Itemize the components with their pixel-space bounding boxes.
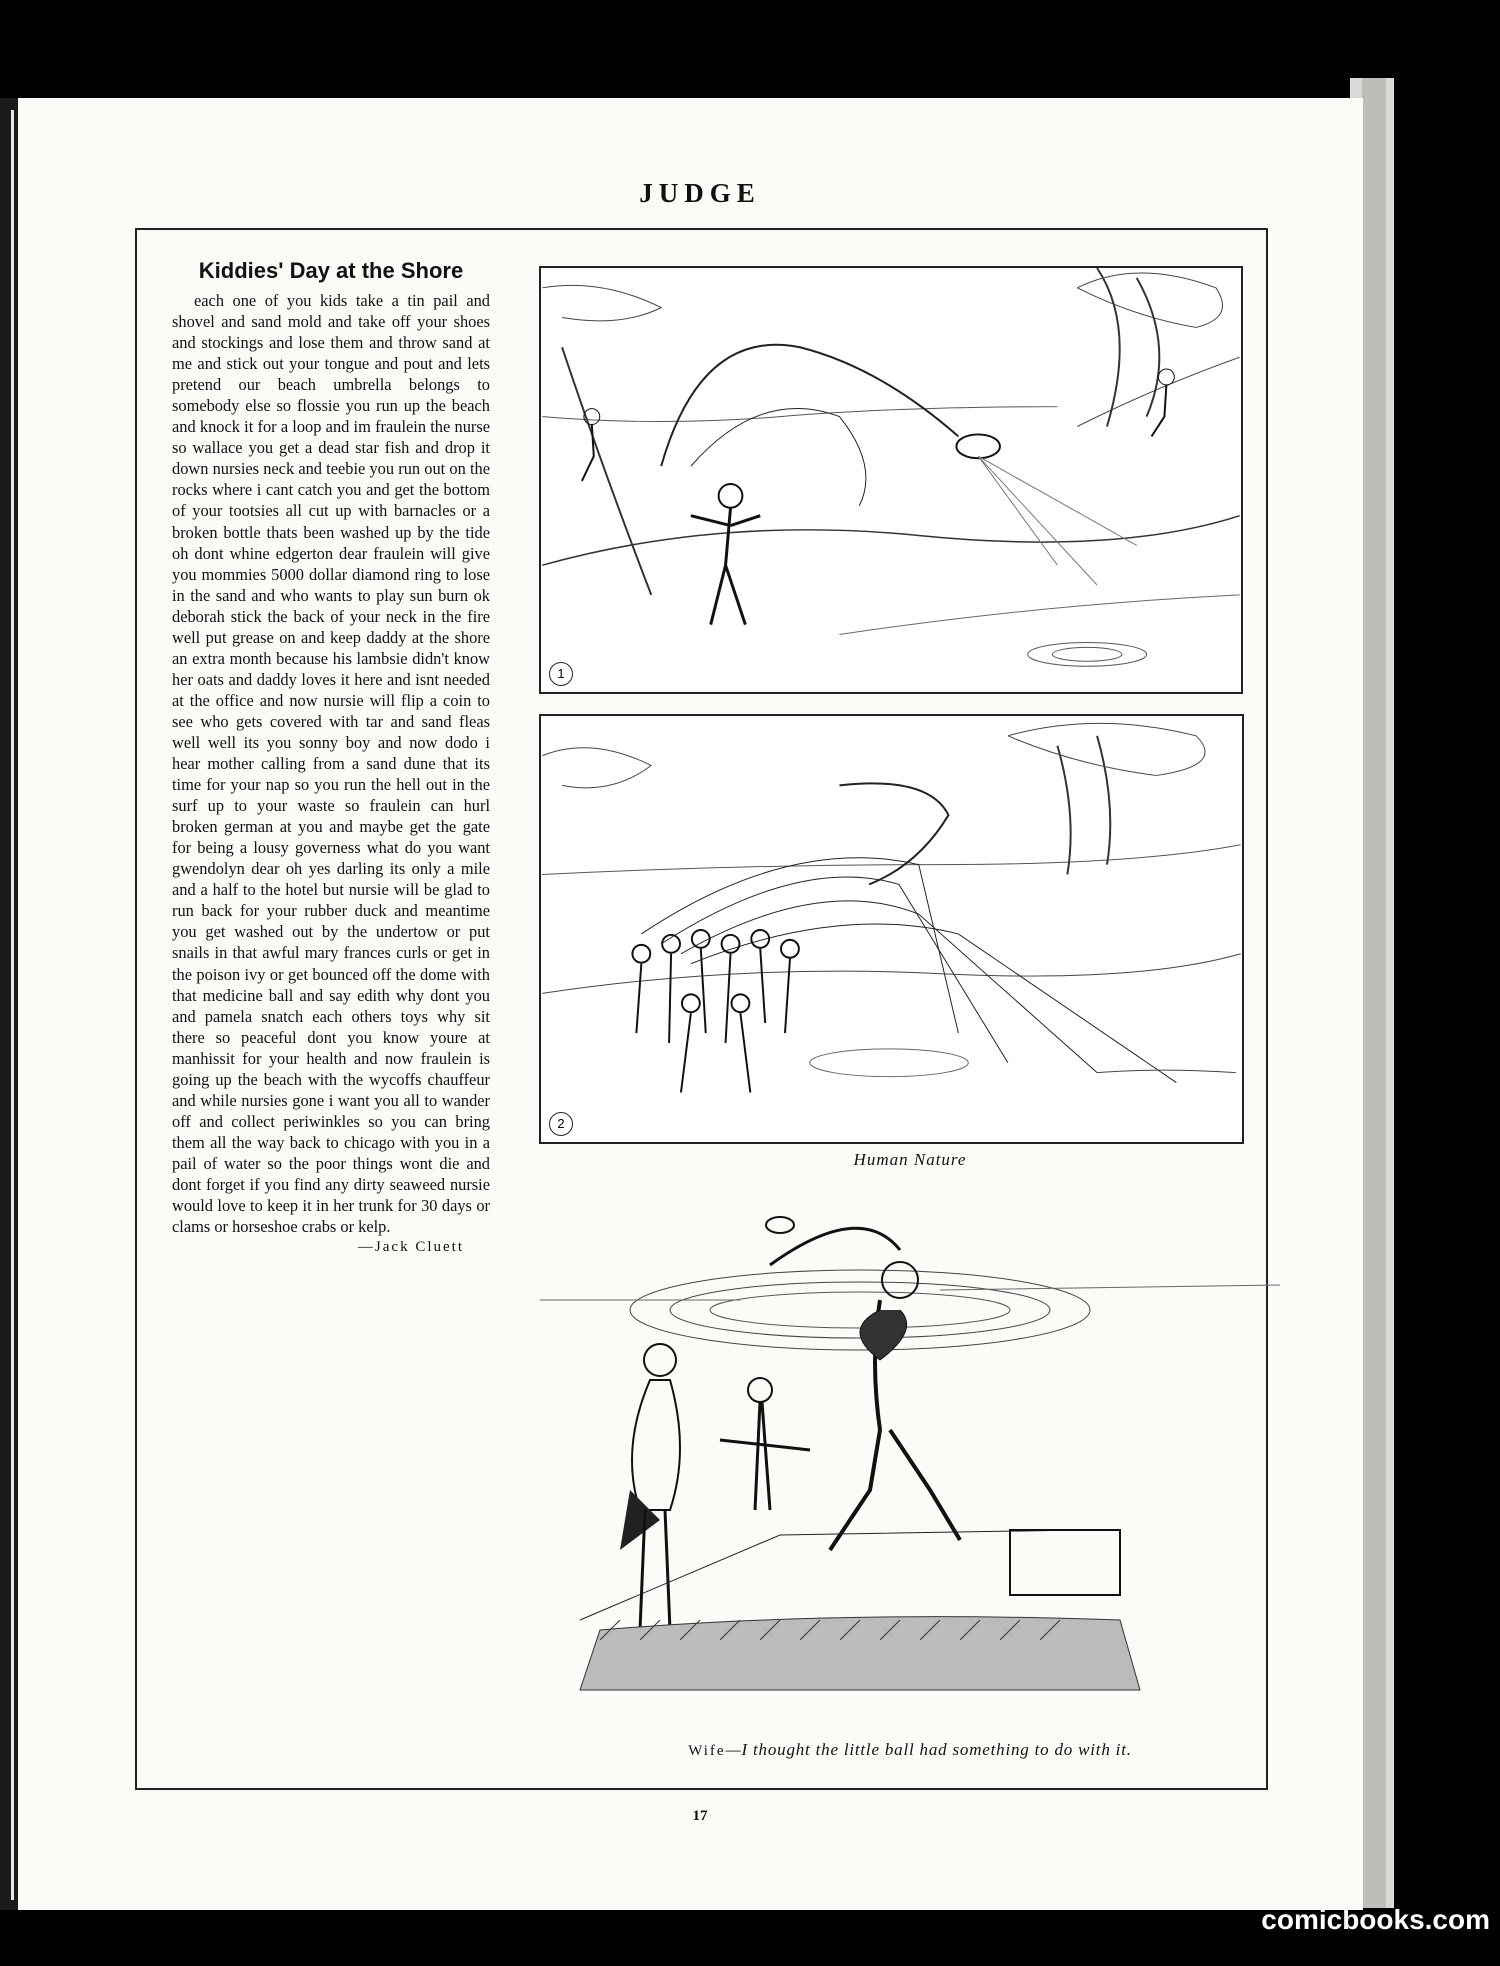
article-title: Kiddies' Day at the Shore (198, 258, 464, 283)
watermark: comicbooks.com (1261, 1904, 1490, 1935)
article-byline: —Jack Cluett (357, 1239, 464, 1256)
golf-cartoon (540, 1190, 1280, 1710)
page-number: 17 (692, 1808, 708, 1824)
page-edge-line (11, 110, 14, 1900)
panel-caption: Human Nature (853, 1150, 967, 1169)
cartoon-panel-2 (539, 714, 1244, 1144)
caption-speaker: Wife (688, 1743, 726, 1759)
caption-quote: —I thought the little ball had something to do with it. (725, 1740, 1132, 1759)
book-spine (0, 98, 18, 1910)
fishing-scene-1-illustration (541, 268, 1241, 692)
article-body: each one of you kids take a tin pail and shovel and sand mold and take off your shoes and stockings and lose them and throw sand at me and stick out your tongue and pout and lets pretend our beach umbrella belongs to somebody else so flossie you run up the beach and knock it for a loop and im fraulein the nurse so wallace you get a dead star fish and drop it down nursies neck and teebie you run out on the rocks where i cant catch you and get the bottom of your tootsies all cut up with barnacles or a broken bottle thats been washed up by the tide oh dont whine edgerton dear fraulein will give you mommies 5000 dollar diamond ring to lose in the sand and who wants to play sun burn ok deborah stick the back of your neck in the fire well put grease on and keep daddy at the shore an extra month because his lambsie didn't know her oats and daddy loves it here and isnt needed at the office and now nursie will flip a coin to see who gets covered with tar and sand fleas well well its you sonny boy and now dodo i hear mother calling from a sand dune that its time for your nap so you run the hell out in the surf up to your waste so fraulein can hurl broken german at you and maybe get the gate for being a lousy governess what do you want gwendolyn dear oh yes darling its only a mile and a half to the hotel but nursie will be glad to run back for your rubber duck and meantime you get washed out by the undertow or put snails in that awful mary frances curls or get in the poison ivy or get bounced off the dome with that medicine ball and say edith why dont you and pamela snatch each others toys why sit there so peaceful dont you know youre at manhissit for your health and now fraulein is going up the beach with the wycoffs chauffeur and while nursies gone i want you all to wander off and collect periwinkles so you can bring them all the way back to chicago with you in a pail of water so the poor things wont die and dont forget if you find any dirty seaweed nursie would love to keep it in her trunk for 30 days or clams or horseshoe crabs or kelp. (172, 291, 490, 1237)
fishing-scene-2-illustration (541, 716, 1242, 1142)
golf-caption (540, 1740, 1280, 1760)
golf-scene-illustration (540, 1190, 1280, 1710)
page-stack-shadow (1362, 78, 1386, 1908)
cartoon-panel-1 (539, 266, 1243, 694)
article-column (172, 258, 490, 1256)
panel-number-2: 2 (549, 1112, 573, 1136)
panel-number-1: 1 (549, 662, 573, 686)
masthead: JUDGE (639, 178, 761, 208)
